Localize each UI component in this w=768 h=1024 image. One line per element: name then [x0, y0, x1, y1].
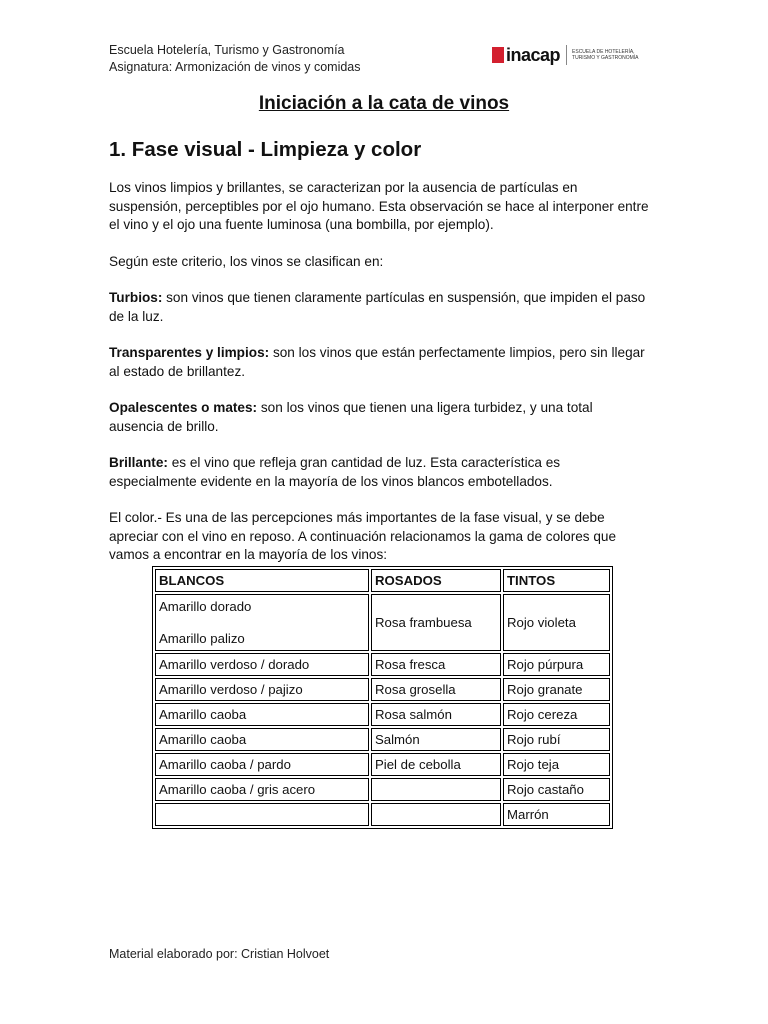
cell-tinto: Rojo púrpura — [503, 653, 610, 676]
cell-tinto: Rojo granate — [503, 678, 610, 701]
cell-tinto: Rojo castaño — [503, 778, 610, 801]
cell-tinto: Rojo rubí — [503, 728, 610, 751]
cell-tinto: Rojo teja — [503, 753, 610, 776]
cell-blanco: Amarillo caoba / pardo — [155, 753, 369, 776]
table-row — [155, 728, 610, 751]
cell-rosado: Piel de cebolla — [371, 753, 501, 776]
document-header — [109, 42, 361, 76]
paragraph-intro: Los vinos limpios y brillantes, se caracterizan por la ausencia de partículas en suspensión, perceptibles por el ojo humano. Esta observación se hace al interponer entre el vino y el ojo una fuente luminosa (una bombilla, por ejemplo). — [109, 180, 649, 232]
cell-rosado — [371, 803, 501, 826]
cell-blanco: Amarillo caoba — [155, 728, 369, 751]
logo-mark-icon — [492, 47, 504, 63]
term-brillante: Brillante: — [109, 455, 168, 470]
paragraph-transparentes — [109, 344, 649, 381]
cell-rosado: Rosa grosella — [371, 678, 501, 701]
paragraph-opalescentes — [109, 399, 649, 436]
term-turbios: Turbios: — [109, 290, 163, 305]
document-title: Iniciación a la cata de vinos — [258, 93, 510, 114]
logo-divider — [566, 45, 567, 65]
table-row — [155, 753, 610, 776]
text-opalescentes: son los vinos que tienen una ligera turbidez, y una total ausencia de brillo. — [109, 400, 593, 434]
cell-blanco: Amarillo caoba — [155, 703, 369, 726]
cell-rosado: Rosa fresca — [371, 653, 501, 676]
text-transparentes: son los vinos que están perfectamente limpios, pero sin llegar al estado de brillantez. — [109, 345, 645, 379]
table-row — [155, 594, 610, 651]
cell-blanco-line: Amarillo palizo — [159, 631, 245, 646]
header-tintos: TINTOS — [503, 569, 610, 592]
text-brillante: es el vino que refleja gran cantidad de luz. Esta característica es especialmente evidente en la mayoría de los vinos blancos embotellados. — [109, 455, 561, 489]
paragraph-color: El color.- Es una de las percepciones más importantes de la fase visual, y se debe apreciar con el vino en reposo. A continuación relacionamos la gama de colores que vamos a encontrar en la mayoría de los vinos: — [109, 510, 617, 562]
cell-tinto: Marrón — [503, 803, 610, 826]
header-blancos: BLANCOS — [155, 569, 369, 592]
cell-blanco — [155, 594, 369, 651]
footer-credit: Material elaborado por: Cristian Holvoet — [109, 947, 330, 961]
logo-text: inacap — [506, 44, 561, 65]
course-name: Asignatura: Armonización de vinos y comidas — [109, 60, 361, 74]
term-opalescentes: Opalescentes o mates: — [109, 400, 258, 415]
table-row — [155, 678, 610, 701]
term-transparentes: Transparentes y limpios: — [109, 345, 270, 360]
paragraph-criterio: Según este criterio, los vinos se clasifican en: — [109, 253, 384, 269]
body-text — [109, 179, 649, 581]
wine-color-table — [152, 566, 613, 829]
section-title: 1. Fase visual - Limpieza y color — [109, 138, 422, 161]
text-turbios: son vinos que tienen claramente partículas en suspensión, que impiden el paso de la luz. — [109, 290, 646, 324]
header-rosados: ROSADOS — [371, 569, 501, 592]
table-header-row — [155, 569, 610, 592]
cell-blanco-line: Amarillo dorado — [159, 599, 252, 614]
logo-subtext: ESCUELA DE HOTELERÍA, TURISMO Y GASTRONOMÍA — [572, 49, 639, 61]
cell-rosado — [371, 778, 501, 801]
cell-rosado: Rosa salmón — [371, 703, 501, 726]
paragraph-turbios — [109, 289, 649, 326]
cell-tinto: Rojo cereza — [503, 703, 610, 726]
cell-blanco: Amarillo caoba / gris acero — [155, 778, 369, 801]
cell-tinto: Rojo violeta — [503, 594, 610, 651]
cell-blanco: Amarillo verdoso / dorado — [155, 653, 369, 676]
cell-rosado: Rosa frambuesa — [371, 594, 501, 651]
table-row — [155, 653, 610, 676]
table-row — [155, 778, 610, 801]
cell-blanco — [155, 803, 369, 826]
table-row — [155, 703, 610, 726]
paragraph-brillante — [109, 454, 649, 491]
cell-rosado: Salmón — [371, 728, 501, 751]
inacap-logo — [492, 44, 642, 66]
school-name: Escuela Hotelería, Turismo y Gastronomía — [109, 43, 345, 57]
cell-blanco: Amarillo verdoso / pajizo — [155, 678, 369, 701]
table-row — [155, 803, 610, 826]
